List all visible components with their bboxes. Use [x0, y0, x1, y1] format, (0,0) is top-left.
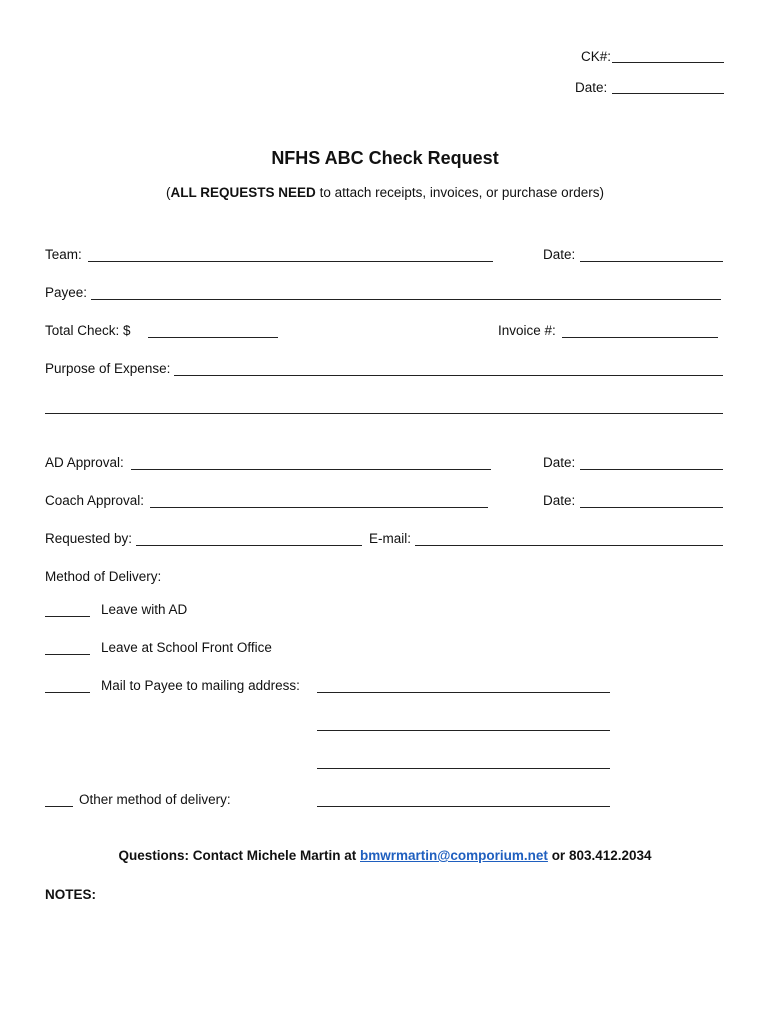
coach-approval-field[interactable] [150, 507, 488, 508]
questions-contact [0, 848, 770, 863]
header-date-field[interactable] [612, 93, 724, 94]
purpose-field[interactable] [174, 375, 723, 376]
team-date-label: Date: [543, 247, 576, 262]
ck-label: CK#: [581, 49, 612, 64]
payee-label: Payee: [45, 285, 88, 300]
ad-date-label: Date: [543, 455, 576, 470]
page-subtitle [0, 185, 770, 200]
purpose-label: Purpose of Expense: [45, 361, 171, 376]
team-field[interactable] [88, 261, 493, 262]
other-delivery-field[interactable] [317, 806, 610, 807]
delivery-other-blank[interactable] [45, 806, 73, 807]
requested-by-field[interactable] [136, 545, 362, 546]
email-field[interactable] [415, 545, 723, 546]
subtitle-bold: ALL REQUESTS NEED [170, 185, 316, 200]
invoice-label: Invoice #: [498, 323, 556, 338]
coach-date-field[interactable] [580, 507, 723, 508]
delivery-heading: Method of Delivery: [45, 569, 162, 584]
delivery-mail-blank[interactable] [45, 692, 90, 693]
invoice-field[interactable] [562, 337, 718, 338]
delivery-option-mail: Mail to Payee to mailing address: [101, 678, 300, 693]
delivery-front-office-blank[interactable] [45, 654, 90, 655]
delivery-option-front-office: Leave at School Front Office [101, 640, 272, 655]
questions-suffix: or 803.412.2034 [547, 848, 652, 863]
requested-by-label: Requested by: [45, 531, 133, 546]
payee-field[interactable] [91, 299, 721, 300]
delivery-option-other: Other method of delivery: [79, 792, 231, 807]
ck-field[interactable] [612, 62, 724, 63]
ad-date-field[interactable] [580, 469, 723, 470]
mailing-address-line-3[interactable] [317, 768, 610, 769]
delivery-option-leave-ad: Leave with AD [101, 602, 188, 617]
coach-date-label: Date: [543, 493, 576, 508]
mailing-address-line-2[interactable] [317, 730, 610, 731]
ad-approval-label: AD Approval: [45, 455, 124, 470]
mailing-address-line-1[interactable] [317, 692, 610, 693]
team-date-field[interactable] [580, 261, 723, 262]
total-check-field[interactable] [148, 337, 278, 338]
subtitle-rest: to attach receipts, invoices, or purchase orders) [315, 185, 604, 200]
team-label: Team: [45, 247, 82, 262]
questions-prefix: Questions: Contact Michele Martin at [118, 848, 360, 863]
contact-email-link[interactable]: bmwrmartin@comporium.net [360, 848, 548, 863]
coach-approval-label: Coach Approval: [45, 493, 145, 508]
page-title: NFHS ABC Check Request [271, 148, 499, 168]
delivery-leave-ad-blank[interactable] [45, 616, 90, 617]
email-label: E-mail: [369, 531, 412, 546]
total-check-label: Total Check: $ [45, 323, 131, 338]
subtitle-open: ( [166, 185, 171, 200]
header-date-label: Date: [575, 80, 608, 95]
purpose-field-line-2[interactable] [45, 413, 723, 414]
notes-label: NOTES: [45, 887, 97, 902]
ad-approval-field[interactable] [131, 469, 491, 470]
